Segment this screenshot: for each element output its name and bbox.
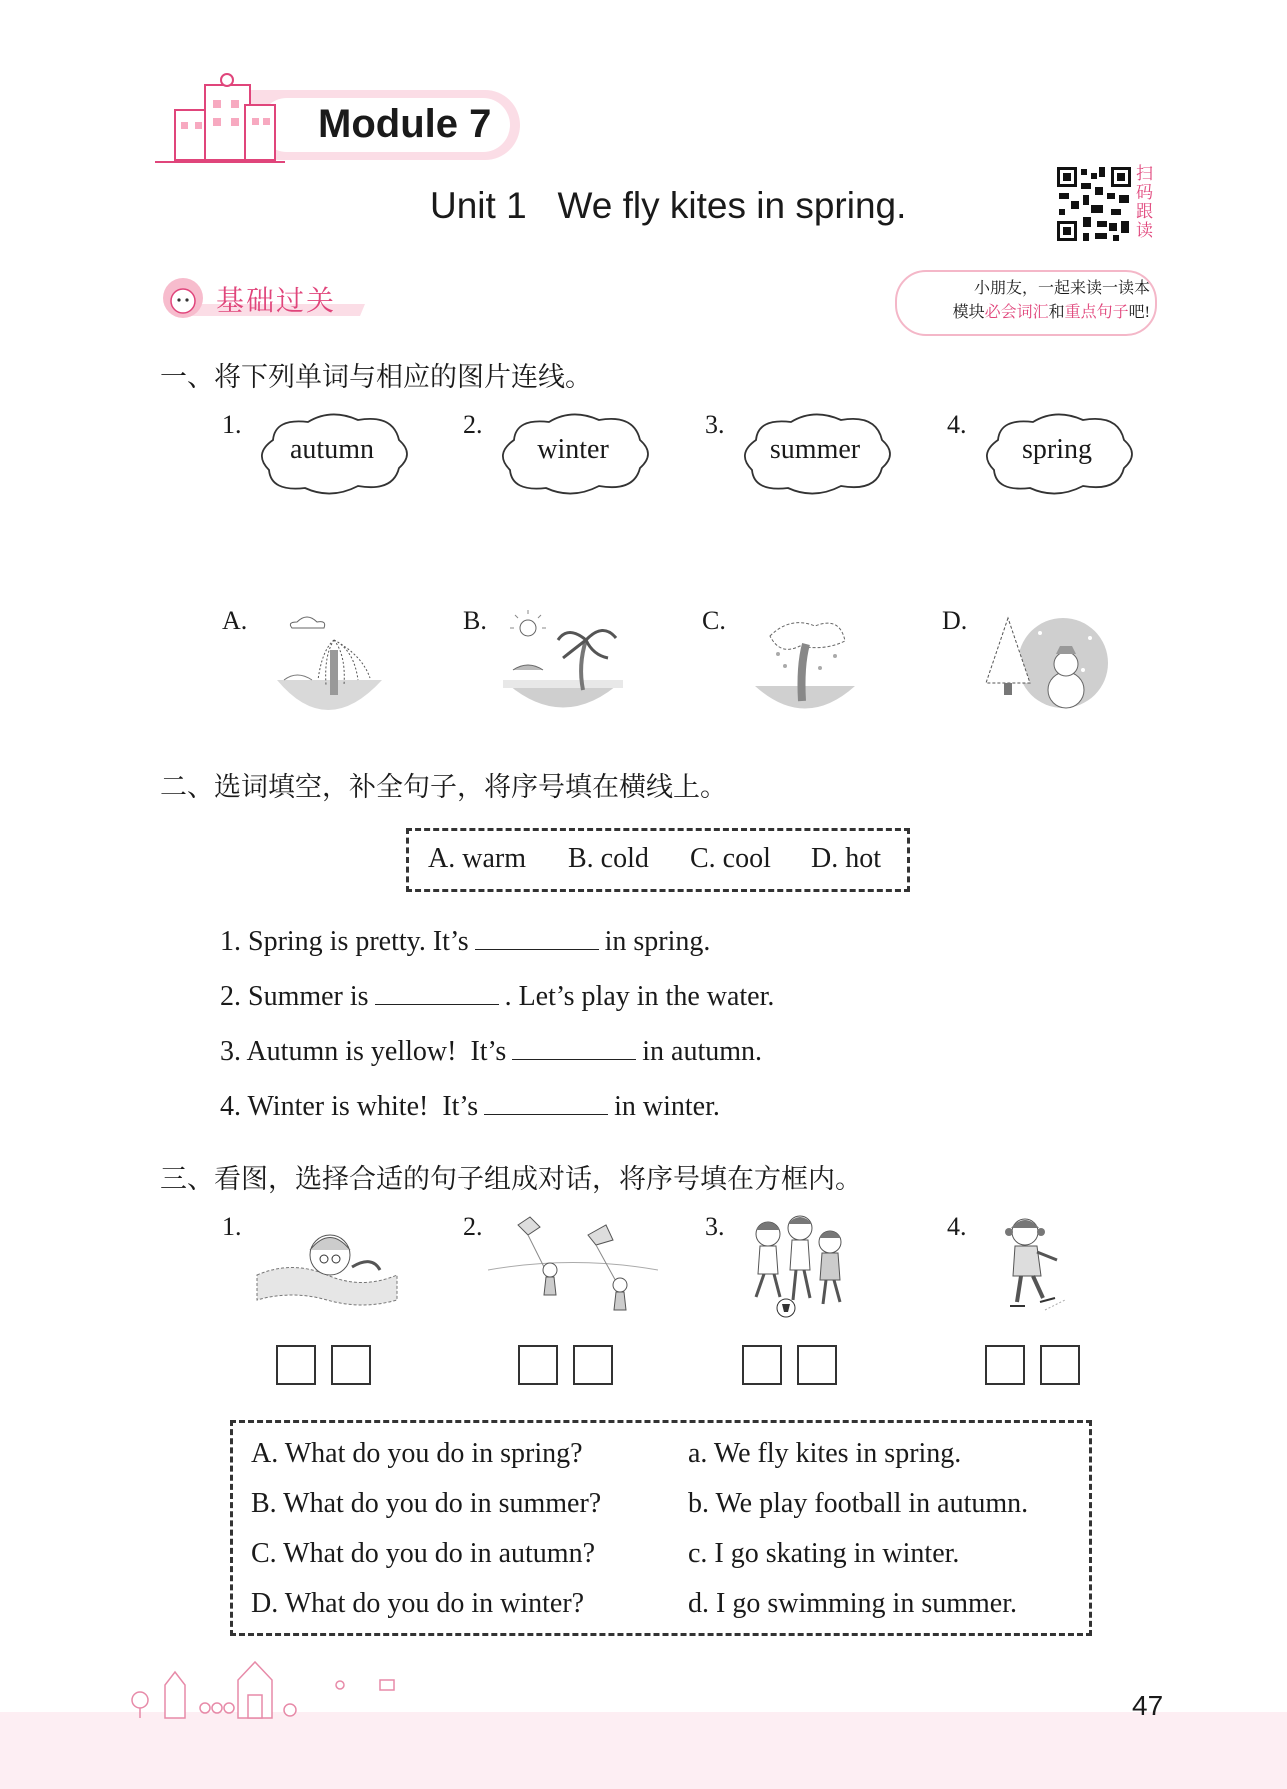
tip-segment: 和 (1048, 304, 1065, 321)
option-b[interactable]: B. cold (568, 843, 649, 874)
spring-willow-picture[interactable] (262, 610, 392, 720)
kite-flying-picture (488, 1215, 658, 1315)
sentence-text: . Let’s play in the water. (504, 981, 775, 1012)
word-number: 2. (463, 410, 483, 439)
q3-title: 三、看图，选择合适的句子组成对话，将序号填在方框内。 (160, 1164, 862, 1194)
sentence-3 (220, 1035, 762, 1068)
word-cloud-1[interactable] (253, 410, 411, 501)
answer-blank[interactable] (475, 925, 599, 950)
word-number: 4. (947, 410, 967, 439)
tip-highlight: 重点句子 (1064, 304, 1129, 321)
page-number: 47 (1132, 1690, 1164, 1721)
answer-box[interactable] (742, 1345, 782, 1385)
answer-a: a. We fly kites in spring. (688, 1438, 962, 1469)
answer-box[interactable] (797, 1345, 837, 1385)
option-c[interactable]: C. cool (690, 843, 771, 874)
word-number: 3. (705, 410, 725, 439)
answer-blank[interactable] (484, 1090, 608, 1115)
answer-box[interactable] (331, 1345, 371, 1385)
sentence-4 (220, 1090, 720, 1123)
tip-text (905, 277, 1150, 325)
q1-title: 一、将下列单词与相应的图片连线。 (160, 362, 592, 392)
swimming-child-picture (252, 1215, 402, 1315)
word-label: autumn (290, 434, 374, 465)
q2-title: 二、选词填空，补全句子，将序号填在横线上。 (160, 772, 727, 802)
picture-label: D. (942, 606, 968, 635)
tip-highlight: 必会词汇 (984, 304, 1049, 321)
footer-castle-icon (120, 1650, 420, 1720)
answer-d: d. I go swimming in summer. (688, 1588, 1017, 1619)
word-cloud-4[interactable] (978, 410, 1136, 501)
sentence-2 (220, 980, 774, 1013)
answer-c: c. I go skating in winter. (688, 1538, 960, 1569)
sentence-text: 4. Winter is white! It’s (220, 1091, 479, 1122)
word-label: winter (537, 434, 609, 465)
word-cloud-3[interactable] (736, 410, 894, 501)
question-b: B. What do you do in summer? (251, 1488, 602, 1519)
picture-number: 3. (705, 1212, 725, 1241)
tip-segment: 吧! (1128, 304, 1150, 321)
sentence-text: in spring. (604, 926, 711, 957)
footer-band (0, 1712, 1287, 1789)
winter-snowman-picture[interactable] (978, 608, 1108, 718)
question-c: C. What do you do in autumn? (251, 1538, 595, 1569)
answer-box[interactable] (985, 1345, 1025, 1385)
sentence-1 (220, 925, 710, 958)
football-boys-picture (738, 1212, 858, 1322)
sentence-text: 3. Autumn is yellow! It’s (220, 1036, 507, 1067)
question-a: A. What do you do in spring? (251, 1438, 583, 1469)
question-d: D. What do you do in winter? (251, 1588, 585, 1619)
option-a[interactable]: A. warm (428, 843, 526, 874)
sentence-text: in autumn. (642, 1036, 762, 1067)
autumn-tree-picture[interactable] (740, 606, 870, 716)
skating-girl-picture (985, 1210, 1075, 1320)
picture-label: C. (702, 606, 726, 635)
section-tag-label: 基础过关 (216, 285, 337, 316)
tip-segment: 模块 (952, 304, 985, 321)
picture-label: A. (222, 606, 248, 635)
option-d[interactable]: D. hot (811, 843, 881, 874)
answer-blank[interactable] (375, 980, 499, 1005)
answer-blank[interactable] (512, 1035, 636, 1060)
answer-box[interactable] (573, 1345, 613, 1385)
answer-box[interactable] (276, 1345, 316, 1385)
picture-number: 4. (947, 1212, 967, 1241)
word-number: 1. (222, 410, 242, 439)
unit-title: Unit 1 We fly kites in spring. (430, 185, 907, 226)
sentence-text: 1. Spring is pretty. It’s (220, 926, 469, 957)
qr-label: 扫码跟读 (1136, 164, 1153, 240)
sentence-text: in winter. (614, 1091, 720, 1122)
picture-number: 1. (222, 1212, 242, 1241)
tip-line-2 (905, 301, 1150, 325)
qr-code-icon[interactable] (1055, 165, 1133, 243)
picture-label: B. (463, 606, 487, 635)
module-title: Module 7 (318, 102, 492, 146)
word-label: spring (1022, 434, 1092, 465)
word-label: summer (769, 434, 861, 465)
picture-number: 2. (463, 1212, 483, 1241)
answer-box[interactable] (1040, 1345, 1080, 1385)
answer-b: b. We play football in autumn. (688, 1488, 1029, 1519)
word-cloud-2[interactable] (494, 410, 652, 501)
sentence-text: 2. Summer is (220, 981, 369, 1012)
summer-beach-picture[interactable] (498, 610, 628, 720)
answer-box[interactable] (518, 1345, 558, 1385)
tip-line-1: 小朋友，一起来读一读本 (973, 280, 1150, 297)
